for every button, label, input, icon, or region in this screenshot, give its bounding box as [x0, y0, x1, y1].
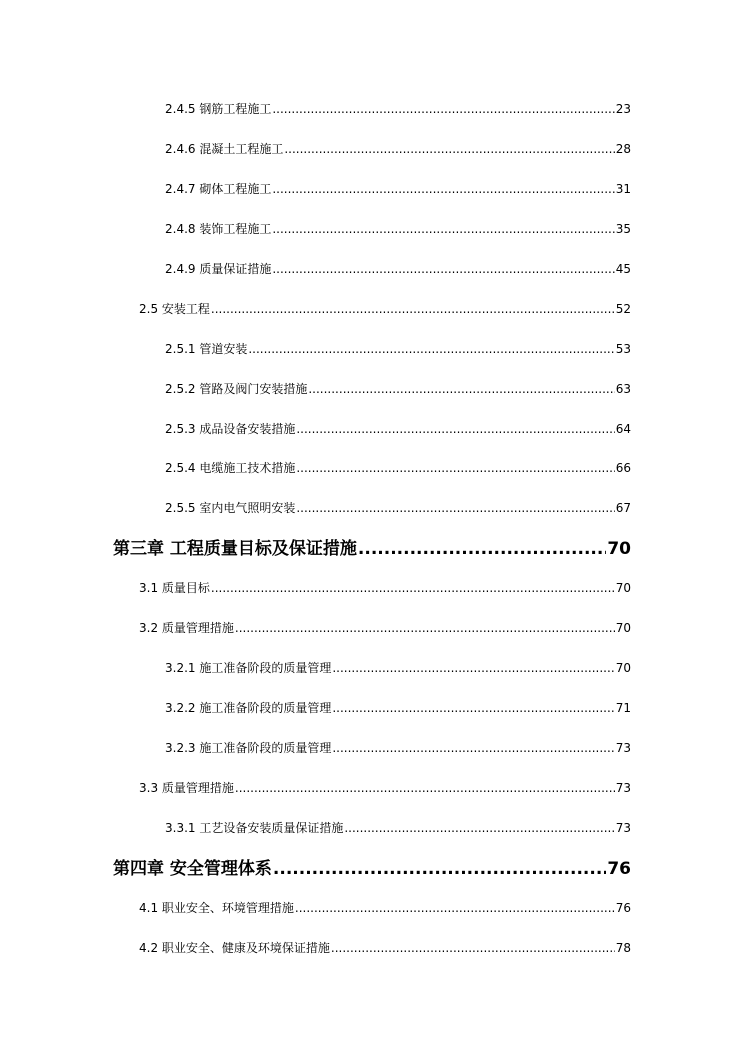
toc-entry-page-number: 78	[615, 941, 631, 955]
toc-dot-leader	[272, 221, 614, 237]
toc-entry-label: 3.1 质量目标	[139, 581, 210, 595]
toc-entry-page-number: 45	[615, 262, 631, 276]
toc-dot-leader	[211, 301, 615, 317]
toc-entry-label: 2.5.2 管路及阀门安装措施	[165, 382, 308, 396]
toc-dot-leader	[332, 700, 614, 716]
toc-entry-2-4-8[interactable]	[165, 221, 631, 237]
toc-entry-page-number: 70	[615, 621, 631, 635]
toc-dot-leader	[296, 421, 614, 437]
toc-entry-label: 2.4.8 装饰工程施工	[165, 222, 272, 236]
toc-entry-page-number: 67	[615, 501, 631, 515]
toc-entry-2-4-6[interactable]	[165, 141, 631, 157]
toc-dot-leader	[272, 181, 614, 197]
toc-entry-2-5-5[interactable]	[165, 500, 631, 516]
toc-entry-page-number: 23	[615, 102, 631, 116]
toc-entry-page-number: 66	[615, 461, 631, 475]
toc-entry-3-3[interactable]	[139, 780, 631, 796]
toc-entry-label: 4.1 职业安全、环境管理措施	[139, 901, 294, 915]
toc-entry-2-5-4[interactable]	[165, 460, 631, 476]
toc-dot-leader	[248, 341, 614, 357]
toc-entry-page-number: 31	[615, 182, 631, 196]
toc-dot-leader	[272, 261, 614, 277]
toc-entry-label: 4.2 职业安全、健康及环境保证措施	[139, 941, 330, 955]
toc-entry-label: 2.5 安装工程	[139, 302, 210, 316]
toc-chapter-label: 第四章 安全管理体系	[113, 859, 272, 879]
toc-entry-3-2-3[interactable]	[165, 740, 631, 756]
toc-entry-label: 2.5.5 室内电气照明安装	[165, 501, 296, 515]
toc-entry-label: 2.4.6 混凝土工程施工	[165, 142, 284, 156]
toc-dot-leader	[284, 141, 614, 157]
toc-chapter-label: 第三章 工程质量目标及保证措施	[113, 539, 357, 559]
toc-entry-page-number: 71	[615, 701, 631, 715]
toc-entry-label: 2.5.1 管道安装	[165, 342, 248, 356]
toc-entry-page-number: 76	[615, 901, 631, 915]
toc-entry-3-1[interactable]	[139, 580, 631, 596]
toc-dot-leader	[273, 858, 606, 880]
toc-entry-label: 3.2 质量管理措施	[139, 621, 234, 635]
toc-entry-2-5-3[interactable]	[165, 421, 631, 437]
toc-entry-page-number: 53	[615, 342, 631, 356]
toc-chapter-4[interactable]	[113, 858, 631, 880]
toc-dot-leader	[235, 620, 615, 636]
toc-dot-leader	[296, 500, 614, 516]
toc-dot-leader	[235, 780, 615, 796]
toc-entry-2-4-7[interactable]	[165, 181, 631, 197]
toc-entry-page-number: 73	[615, 741, 631, 755]
toc-entry-2-5-1[interactable]	[165, 341, 631, 357]
toc-entry-page-number: 73	[615, 821, 631, 835]
toc-entry-page-number: 35	[615, 222, 631, 236]
toc-entry-2-4-9[interactable]	[165, 261, 631, 277]
toc-entry-2-4-5[interactable]	[165, 101, 631, 117]
toc-entry-label: 2.4.5 钢筋工程施工	[165, 102, 272, 116]
toc-entry-label: 2.4.9 质量保证措施	[165, 262, 272, 276]
toc-entry-label: 3.2.3 施工准备阶段的质量管理	[165, 741, 332, 755]
toc-entry-label: 3.3 质量管理措施	[139, 781, 234, 795]
toc-entry-label: 3.3.1 工艺设备安装质量保证措施	[165, 821, 344, 835]
toc-entry-3-2[interactable]	[139, 620, 631, 636]
toc-entry-label: 3.2.1 施工准备阶段的质量管理	[165, 661, 332, 675]
toc-dot-leader	[295, 900, 615, 916]
toc-entry-page-number: 64	[615, 422, 631, 436]
toc-entry-label: 2.4.7 砌体工程施工	[165, 182, 272, 196]
toc-dot-leader	[331, 940, 615, 956]
toc-entry-3-2-1[interactable]	[165, 660, 631, 676]
toc-entry-4-2[interactable]	[139, 940, 631, 956]
toc-entry-label: 2.5.3 成品设备安装措施	[165, 422, 296, 436]
toc-dot-leader	[272, 101, 614, 117]
toc-dot-leader	[211, 580, 615, 596]
toc-entry-2-5[interactable]	[139, 301, 631, 317]
toc-dot-leader	[332, 740, 614, 756]
toc-dot-leader	[358, 538, 606, 560]
toc-dot-leader	[296, 460, 614, 476]
toc-dot-leader	[308, 381, 614, 397]
toc-entry-2-5-2[interactable]	[165, 381, 631, 397]
toc-entry-page-number: 28	[615, 142, 631, 156]
toc-entry-page-number: 70	[615, 661, 631, 675]
toc-entry-page-number: 73	[615, 781, 631, 795]
toc-entry-3-2-2[interactable]	[165, 700, 631, 716]
toc-entry-label: 3.2.2 施工准备阶段的质量管理	[165, 701, 332, 715]
toc-chapter-page-number: 70	[607, 539, 631, 559]
toc-chapter-page-number: 76	[607, 859, 631, 879]
toc-entry-page-number: 52	[615, 302, 631, 316]
toc-entry-4-1[interactable]	[139, 900, 631, 916]
toc-entry-label: 2.5.4 电缆施工技术措施	[165, 461, 296, 475]
toc-dot-leader	[332, 660, 614, 676]
toc-dot-leader	[344, 820, 614, 836]
toc-entry-page-number: 70	[615, 581, 631, 595]
toc-entry-page-number: 63	[615, 382, 631, 396]
toc-entry-3-3-1[interactable]	[165, 820, 631, 836]
toc-chapter-3[interactable]	[113, 538, 631, 560]
